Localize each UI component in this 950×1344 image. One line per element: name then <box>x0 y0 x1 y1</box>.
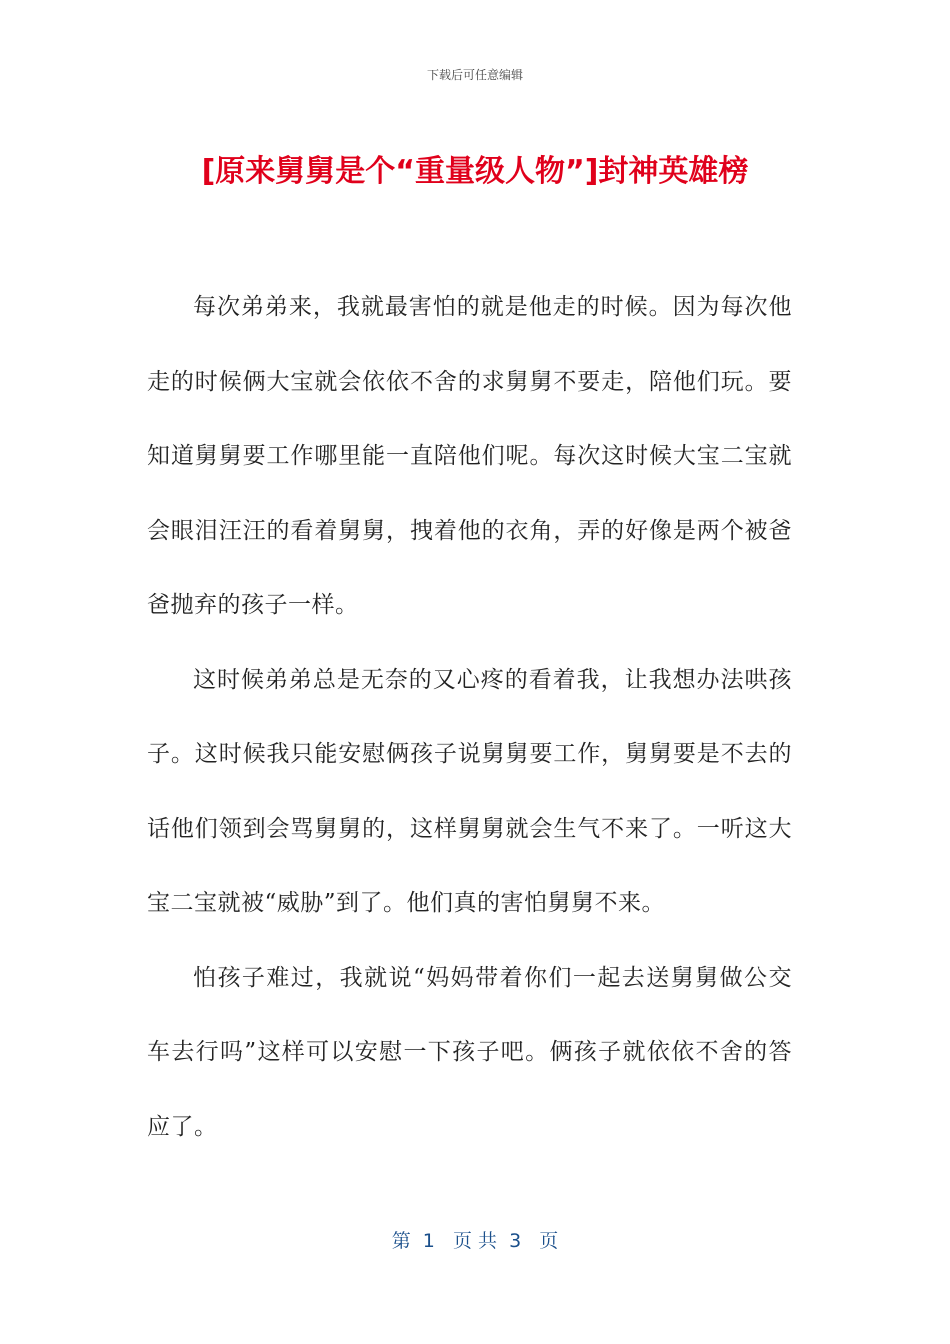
paragraph: 怕孩子难过，我就说“妈妈带着你们一起去送舅舅做公交车去行吗”这样可以安慰一下孩子吧。俩孩子就依依不舍的答应了。 <box>147 964 792 1140</box>
document-title: [原来舅舅是个“重量级人物”]封神英雄榜 <box>201 154 749 189</box>
document-body <box>147 270 792 1164</box>
header-note: 下载后可任意编辑 <box>426 68 523 82</box>
paragraph: 每次弟弟来，我就最害怕的就是他走的时候。因为每次他走的时候俩大宝就会依依不舍的求舅舅不要走，陪他们玩。要知道舅舅要工作哪里能一直陪他们呢。每次这时候大宝二宝就会眼泪汪汪的看着舅舅，拽着他的衣角，弄的好像是两个被爸爸抛弃的孩子一样。 <box>147 294 792 618</box>
paragraph: 这时候弟弟总是无奈的又心疼的看着我，让我想办法哄孩子。这时候我只能安慰俩孩子说舅舅要工作，舅舅要是不去的话他们领到会骂舅舅的，这样舅舅就会生气不来了。一听这大宝二宝就被“威胁”到了。他们真的害怕舅舅不来。 <box>147 666 792 916</box>
page-number-footer: 第 1 页 共 3 页 <box>391 1230 559 1252</box>
